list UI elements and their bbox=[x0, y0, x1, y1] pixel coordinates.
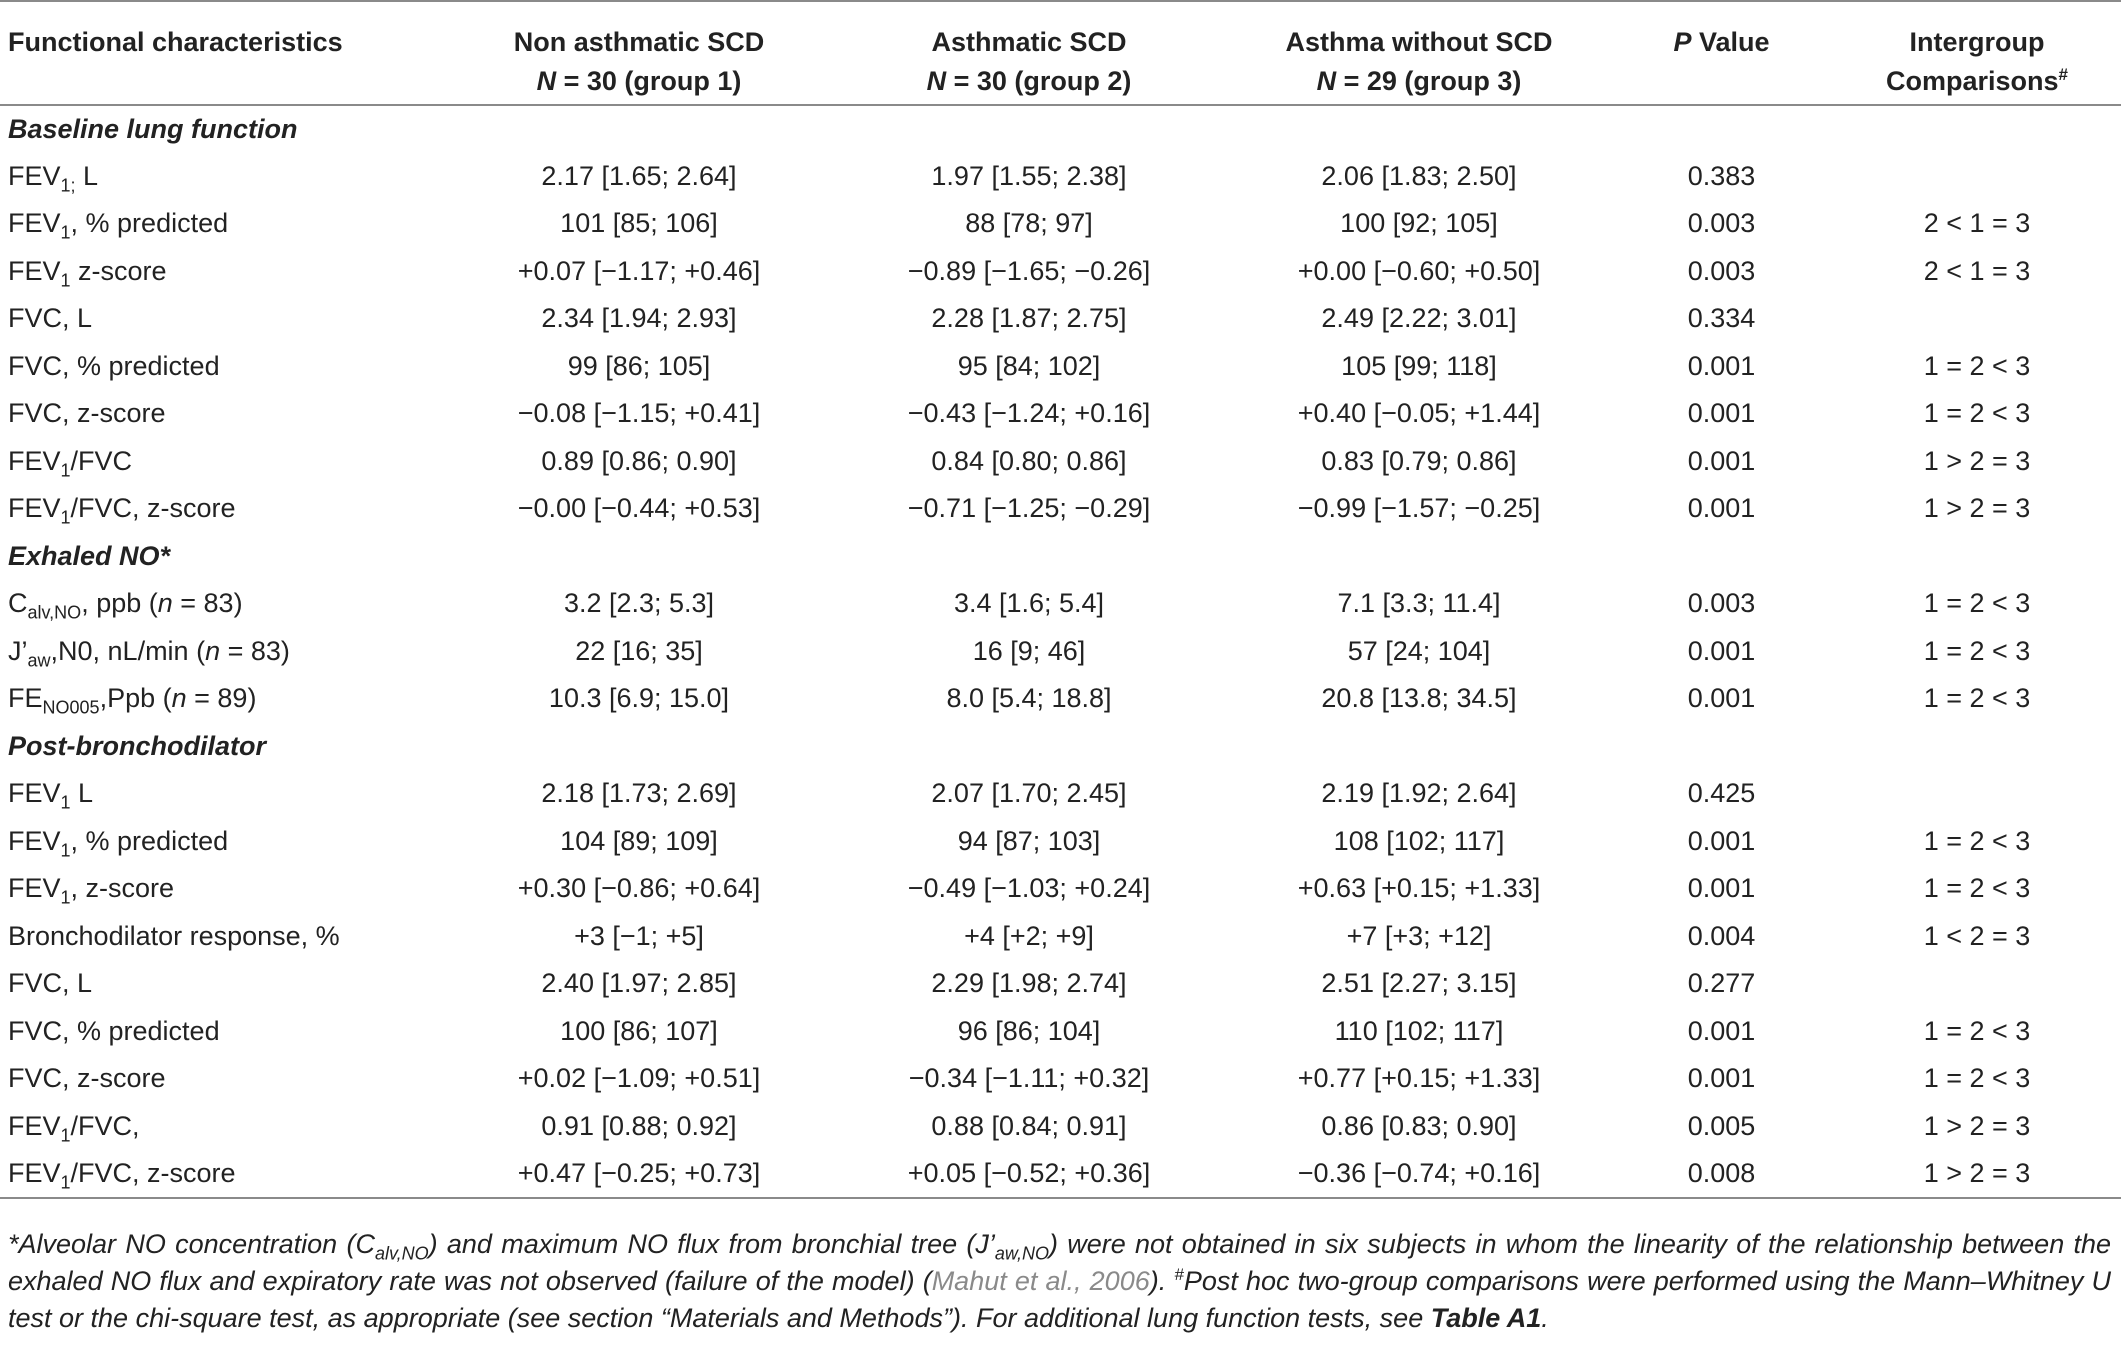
cell-p-value: 0.001 bbox=[1687, 873, 1756, 904]
row-label: $FEV_1$/FVC, z-score bbox=[0, 1150, 440, 1198]
cell-group-3: 108 [102; 117] bbox=[1333, 825, 1505, 856]
cell-group-1: +0.02 [−1.09; +0.51] bbox=[517, 1063, 761, 1094]
cell-group-1: 99 [86; 105] bbox=[567, 350, 711, 381]
table-row bbox=[0, 248, 2121, 296]
cell-group-2: −0.43 [−1.24; +0.16] bbox=[907, 398, 1151, 429]
row-label: $FEV_1$ L bbox=[8, 778, 94, 813]
cell-p-value: 0.008 bbox=[1610, 1150, 1825, 1198]
cell-group-1: −0.00 [−0.44; +0.53] bbox=[517, 493, 761, 524]
cell-group-2: +4 [+2; +9] bbox=[964, 920, 1094, 951]
row-label: $FE_{NO005},Ppb$ (n = 89) bbox=[8, 683, 257, 718]
row-label: Bronchodilator response, % bbox=[8, 920, 340, 951]
cell-comparison: 1 > 2 = 3 bbox=[1825, 1150, 2121, 1198]
cell-comparison bbox=[1825, 295, 2121, 343]
cell-p-value: 0.001 bbox=[1687, 825, 1756, 856]
cell-group-1: −0.08 [−1.15; +0.41] bbox=[517, 398, 761, 429]
row-label: $FEV_1$/FVC, bbox=[8, 1110, 140, 1146]
row-label: FVC, % predicted bbox=[8, 350, 220, 381]
cell-p-value: 0.001 bbox=[1687, 398, 1756, 429]
cell-group-3: 0.83 [0.79; 0.86] bbox=[1321, 445, 1517, 476]
cell-p-value: 0.383 bbox=[1687, 160, 1756, 191]
cell-group-2: 8.0 [5.4; 18.8] bbox=[946, 683, 1112, 714]
table-row bbox=[0, 865, 2121, 913]
table-row bbox=[0, 628, 2121, 676]
row-label: $J’_{aw},N0$, nL/min (n = 83) bbox=[8, 635, 290, 671]
row-label: FVC, L bbox=[8, 968, 93, 999]
cell-p-value: 0.001 bbox=[1687, 683, 1756, 714]
cell-group-1: 2.18 [1.73; 2.69] bbox=[541, 778, 737, 809]
cell-p-value: 0.005 bbox=[1687, 1110, 1756, 1141]
cell-group-3: +0.77 [+0.15; +1.33] bbox=[1297, 1063, 1541, 1094]
cell-group-2: −0.34 [−1.11; +0.32] bbox=[908, 1063, 1150, 1094]
cell-group-3: 57 [24; 104] bbox=[1347, 635, 1491, 666]
cell-group-3: −0.99 [−1.57; −0.25] bbox=[1297, 493, 1541, 524]
row-label: $FEV_1$, % predicted bbox=[8, 208, 229, 243]
table-row bbox=[0, 295, 2121, 343]
table-row bbox=[0, 1008, 2121, 1056]
cell-group-3: 7.1 [3.3; 11.4] bbox=[1337, 588, 1501, 619]
cell-group-2: 2.07 [1.70; 2.45] bbox=[931, 778, 1127, 809]
cell-group-1: 2.17 [1.65; 2.64] bbox=[541, 160, 737, 191]
cell-group-3: 110 [102; 117] bbox=[1334, 1015, 1504, 1046]
cell-group-3: +0.00 [−0.60; +0.50] bbox=[1297, 255, 1541, 286]
cell-group-1: 101 [85; 106] bbox=[560, 208, 718, 239]
cell-p-value: 0.003 bbox=[1687, 588, 1756, 619]
cell-p-value: 0.003 bbox=[1687, 255, 1756, 286]
cell-group-2: 2.28 [1.87; 2.75] bbox=[931, 303, 1127, 334]
cell-group-3: 20.8 [13.8; 34.5] bbox=[1321, 683, 1517, 714]
cell-comparison: 1 = 2 < 3 bbox=[1923, 398, 2031, 429]
section-row bbox=[0, 723, 2121, 771]
table-row bbox=[0, 675, 2121, 723]
table-row bbox=[0, 1150, 2121, 1198]
cell-comparison: 1 = 2 < 3 bbox=[1923, 1063, 2031, 1094]
cell-group-2: −0.89 [−1.65; −0.26] bbox=[907, 255, 1151, 286]
row-label: $FEV_1$/FVC, z-score bbox=[8, 493, 236, 528]
header-row bbox=[0, 1, 2121, 105]
section-row bbox=[0, 105, 2121, 153]
table-row bbox=[0, 770, 2121, 818]
cell-group-2: 0.84 [0.80; 0.86] bbox=[931, 445, 1127, 476]
cell-group-1: +0.07 [−1.17; +0.46] bbox=[517, 255, 761, 286]
cell-group-3: 100 [92; 105] bbox=[1340, 208, 1498, 239]
cell-p-value: 0.334 bbox=[1687, 303, 1756, 334]
cell-group-1: 2.34 [1.94; 2.93] bbox=[541, 303, 737, 334]
cell-group-3: 2.49 [2.22; 3.01] bbox=[1321, 303, 1517, 334]
cell-group-3: 2.19 [1.92; 2.64] bbox=[1321, 778, 1517, 809]
cell-group-3: +0.63 [+0.15; +1.33] bbox=[1297, 873, 1541, 904]
table-row bbox=[0, 390, 2121, 438]
row-label: $FEV_1$, % predicted bbox=[8, 825, 229, 861]
cell-comparison: 1 = 2 < 3 bbox=[1923, 588, 2031, 619]
cell-comparison bbox=[1825, 770, 2121, 818]
section-title: Exhaled NO* bbox=[8, 540, 171, 571]
cell-group-3: +0.40 [−0.05; +1.44] bbox=[1297, 398, 1541, 429]
cell-group-3: 0.86 [0.83; 0.90] bbox=[1321, 1110, 1517, 1141]
cell-group-1: 2.40 [1.97; 2.85] bbox=[541, 968, 737, 999]
row-label: FVC, z-score bbox=[8, 398, 166, 429]
cell-p-value: 0.001 bbox=[1687, 635, 1756, 666]
cell-p-value: 0.004 bbox=[1687, 920, 1756, 951]
header-group-1: Non asthmatic SCD N = 30 (group 1) bbox=[440, 1, 830, 105]
row-label: FVC, L bbox=[8, 303, 93, 334]
cell-group-3: 2.51 [2.27; 3.15] bbox=[1321, 968, 1517, 999]
cell-group-2: 96 [86; 104] bbox=[957, 1015, 1101, 1046]
citation-link[interactable]: Mahut et al., 2006 bbox=[931, 1266, 1150, 1296]
cell-group-3: 105 [99; 118] bbox=[1341, 350, 1497, 381]
cell-group-2: 1.97 [1.55; 2.38] bbox=[931, 160, 1127, 191]
section-title: Baseline lung function bbox=[8, 113, 298, 144]
cell-group-1: 22 [16; 35] bbox=[575, 635, 703, 666]
cell-p-value: 0.001 bbox=[1687, 350, 1756, 381]
cell-comparison: 1 > 2 = 3 bbox=[1923, 445, 2031, 476]
cell-comparison: 1 > 2 = 3 bbox=[1923, 1110, 2031, 1141]
header-p-value: P Value bbox=[1610, 1, 1825, 105]
row-label: $FEV_1$/FVC bbox=[8, 445, 133, 481]
cell-comparison bbox=[1825, 153, 2121, 201]
cell-group-1: +0.47 [−0.25; +0.73] bbox=[440, 1150, 830, 1198]
cell-p-value: 0.001 bbox=[1687, 1063, 1756, 1094]
cell-group-3: +7 [+3; +12] bbox=[1346, 920, 1492, 951]
table-footnote: *Alveolar NO concentration $(C_{alv,NO})$ and maximum NO flux from bronchial tree $(J’_{aw,NO})$ were not obtained in six subjects in whom the linearity of the relationship between the exhaled NO flux and expiratory rate was not observed (failure of the model) (Mahut et al., 2006). #Post hoc two-group comparisons were performed using the Mann–Whitney U test or the chi-square test, as appropriate (see section “Materials and Methods”). For additional lung function tests, see Table A1. bbox=[8, 1229, 2112, 1333]
cell-comparison: 1 = 2 < 3 bbox=[1923, 873, 2031, 904]
cell-group-1: 104 [89; 109] bbox=[560, 825, 718, 856]
table-row bbox=[0, 913, 2121, 961]
row-label: $C_{alv,NO}$, ppb (n = 83) bbox=[8, 588, 243, 623]
section-title: Post-bronchodilator bbox=[8, 730, 266, 761]
cell-comparison: 2 < 1 = 3 bbox=[1923, 255, 2031, 286]
row-label: FVC, % predicted bbox=[8, 1015, 220, 1046]
cell-group-2: −0.49 [−1.03; +0.24] bbox=[907, 873, 1151, 904]
cell-comparison: 1 = 2 < 3 bbox=[1923, 1015, 2031, 1046]
cell-group-2: 3.4 [1.6; 5.4] bbox=[953, 588, 1105, 619]
cell-p-value: 0.001 bbox=[1687, 445, 1756, 476]
cell-group-1: 0.89 [0.86; 0.90] bbox=[541, 445, 737, 476]
cell-group-1: 0.91 [0.88; 0.92] bbox=[541, 1110, 737, 1141]
cell-comparison bbox=[1825, 960, 2121, 1008]
table-row bbox=[0, 580, 2121, 628]
cell-group-2: 88 [78; 97] bbox=[965, 208, 1093, 239]
table-row bbox=[0, 153, 2121, 201]
header-group-3: Asthma without SCD N = 29 (group 3) bbox=[1220, 1, 1610, 105]
table-body bbox=[0, 105, 2121, 1198]
cell-group-1: +3 [−1; +5] bbox=[574, 920, 704, 951]
row-label: $FEV_1$, z-score bbox=[8, 873, 175, 908]
cell-group-2: +0.05 [−0.52; +0.36] bbox=[830, 1150, 1220, 1198]
cell-comparison: 1 > 2 = 3 bbox=[1923, 493, 2031, 524]
cell-group-2: 0.88 [0.84; 0.91] bbox=[931, 1110, 1127, 1141]
header-functional-characteristics: Functional characteristics bbox=[0, 1, 440, 105]
cell-group-2: −0.71 [−1.25; −0.29] bbox=[907, 493, 1151, 524]
cell-group-3: −0.36 [−0.74; +0.16] bbox=[1220, 1150, 1610, 1198]
cell-p-value: 0.001 bbox=[1687, 1015, 1756, 1046]
table-row bbox=[0, 343, 2121, 391]
table-row bbox=[0, 438, 2121, 486]
table-row bbox=[0, 960, 2121, 1008]
header-group-2: Asthmatic SCD N = 30 (group 2) bbox=[830, 1, 1220, 105]
cell-p-value: 0.277 bbox=[1687, 968, 1756, 999]
section-row bbox=[0, 533, 2121, 581]
cell-group-1: 10.3 [6.9; 15.0] bbox=[548, 683, 730, 714]
table-row bbox=[0, 1103, 2121, 1151]
cell-comparison: 1 = 2 < 3 bbox=[1923, 683, 2031, 714]
cell-p-value: 0.003 bbox=[1687, 208, 1756, 239]
table-row bbox=[0, 485, 2121, 533]
cell-group-2: 2.29 [1.98; 2.74] bbox=[931, 968, 1127, 999]
cell-comparison: 1 = 2 < 3 bbox=[1923, 350, 2031, 381]
row-label: $FEV_1$ z-score bbox=[8, 255, 167, 291]
cell-group-3: 2.06 [1.83; 2.50] bbox=[1321, 160, 1517, 191]
cell-p-value: 0.425 bbox=[1687, 778, 1756, 809]
cell-group-1: +0.30 [−0.86; +0.64] bbox=[517, 873, 761, 904]
table-row bbox=[0, 1055, 2121, 1103]
cell-comparison: 1 = 2 < 3 bbox=[1923, 635, 2031, 666]
table-header bbox=[0, 1, 2121, 105]
cell-group-2: 16 [9; 46] bbox=[972, 635, 1086, 666]
header-intergroup-comparisons: Intergroup Comparisons# bbox=[1825, 1, 2121, 105]
table-row bbox=[0, 200, 2121, 248]
cell-group-1: 100 [86; 107] bbox=[560, 1015, 718, 1046]
table-row bbox=[0, 818, 2121, 866]
row-label: $FEV_{1;}$ L bbox=[8, 160, 99, 196]
cell-comparison: 2 < 1 = 3 bbox=[1923, 208, 2031, 239]
row-label: FVC, z-score bbox=[8, 1063, 166, 1094]
cell-group-2: 94 [87; 103] bbox=[957, 825, 1101, 856]
cell-p-value: 0.001 bbox=[1687, 493, 1756, 524]
cell-comparison: 1 = 2 < 3 bbox=[1923, 825, 2031, 856]
table-reference-link[interactable]: Table A1 bbox=[1430, 1303, 1542, 1333]
cell-comparison: 1 < 2 = 3 bbox=[1923, 920, 2031, 951]
cell-group-1: 3.2 [2.3; 5.3] bbox=[563, 588, 715, 619]
cell-group-2: 95 [84; 102] bbox=[957, 350, 1101, 381]
